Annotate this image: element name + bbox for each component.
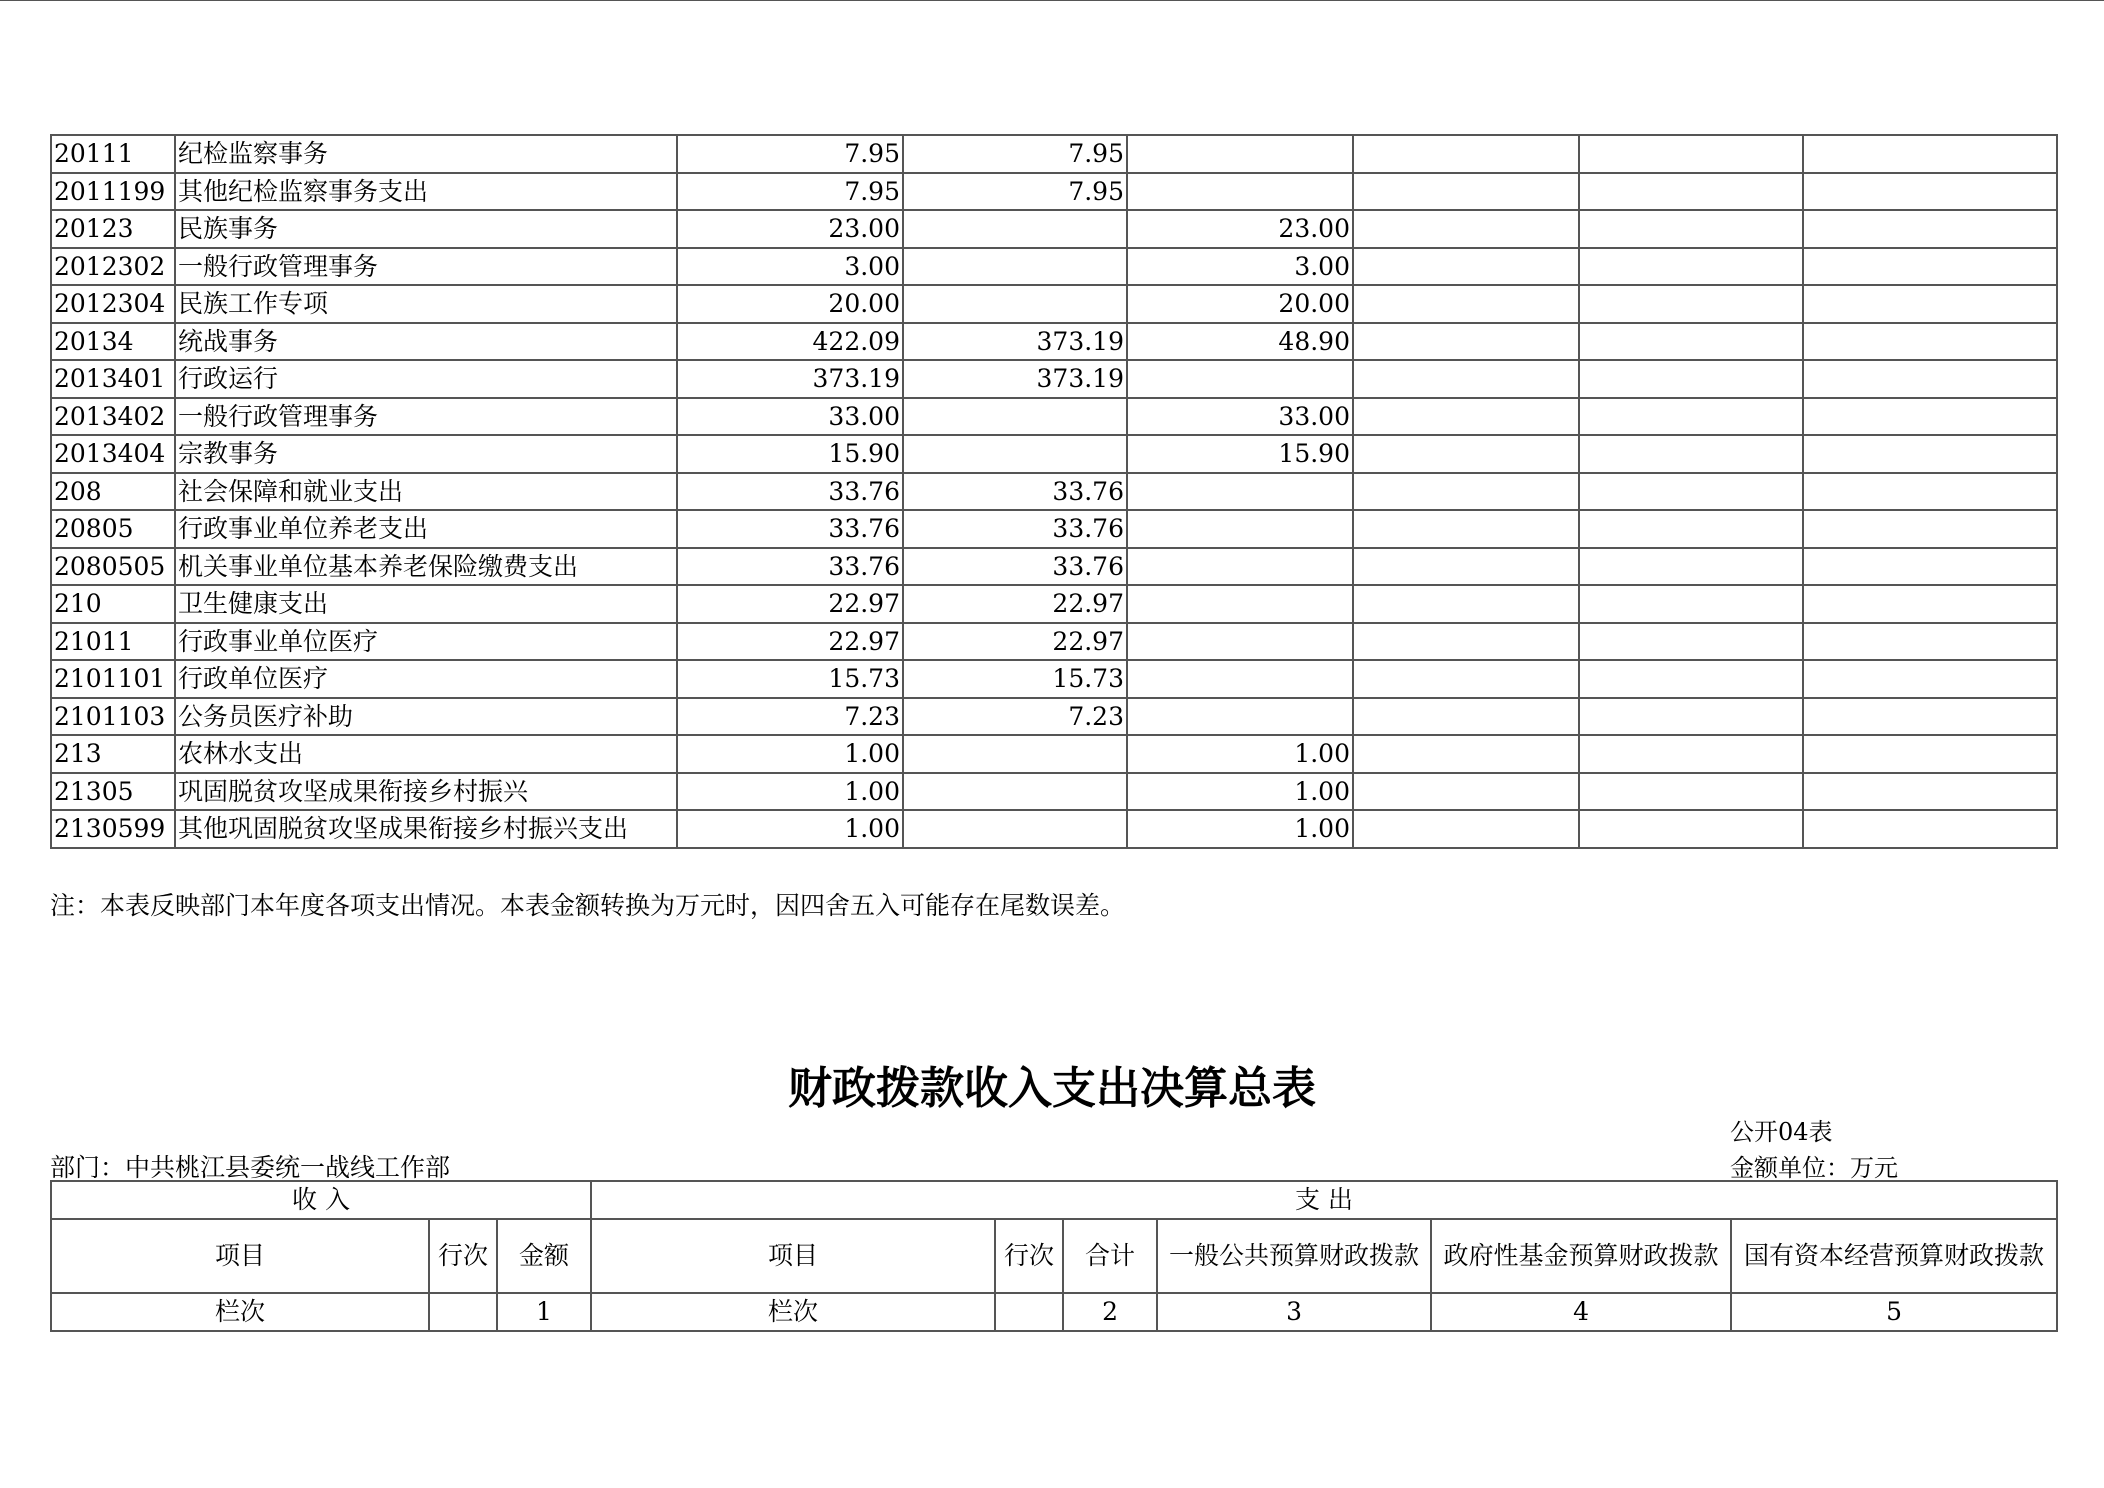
empty-cell: [1579, 435, 1803, 473]
total-amount-cell: 20.00: [677, 285, 903, 323]
empty-cell: [1803, 773, 2057, 811]
state-capital-header: 国有资本经营预算财政拨款: [1731, 1219, 2057, 1293]
basic-expense-cell: [903, 248, 1127, 286]
total-amount-cell: 373.19: [677, 360, 903, 398]
table-row: [51, 435, 2057, 473]
empty-cell: [1803, 360, 2057, 398]
empty-cell: [1579, 810, 1803, 848]
table-row: [51, 660, 2057, 698]
empty-cell: [1579, 585, 1803, 623]
table-row: [51, 248, 2057, 286]
empty-cell: [1353, 548, 1579, 586]
empty-cell: [1353, 473, 1579, 511]
total-amount-cell: 422.09: [677, 323, 903, 361]
project-expense-cell: [1127, 623, 1353, 661]
empty-cell: [1353, 735, 1579, 773]
empty-cell: [1353, 173, 1579, 211]
total-amount-cell: 7.23: [677, 698, 903, 736]
empty-cell: [1803, 135, 2057, 173]
project-expense-cell: [1127, 585, 1353, 623]
empty-cell: [1579, 173, 1803, 211]
project-expense-cell: 23.00: [1127, 210, 1353, 248]
empty-cell: [1579, 323, 1803, 361]
subject-name-cell: 公务员医疗补助: [175, 698, 677, 736]
subject-code-cell: 21011: [51, 623, 175, 661]
table-row: [51, 360, 2057, 398]
project-expense-cell: 15.90: [1127, 435, 1353, 473]
table-row: [51, 210, 2057, 248]
expense-item-header: 项目: [591, 1219, 995, 1293]
summary-table: [50, 1180, 2058, 1332]
empty-cell: [1803, 585, 2057, 623]
empty-cell: [1353, 585, 1579, 623]
empty-cell: [1803, 698, 2057, 736]
table-row: [51, 698, 2057, 736]
total-amount-cell: 33.76: [677, 548, 903, 586]
project-expense-cell: 48.90: [1127, 323, 1353, 361]
empty-cell: [1579, 623, 1803, 661]
expense-column-index-label: 栏次: [591, 1293, 995, 1331]
table-row: [51, 510, 2057, 548]
table-note: 注：本表反映部门本年度各项支出情况。本表金额转换为万元时，因四舍五入可能存在尾数误差。: [50, 891, 1126, 920]
total-amount-cell: 15.73: [677, 660, 903, 698]
empty-cell: [1803, 173, 2057, 211]
income-item-header: 项目: [51, 1219, 429, 1293]
empty-cell: [1353, 435, 1579, 473]
total-amount-cell: 33.00: [677, 398, 903, 436]
project-expense-cell: [1127, 510, 1353, 548]
subject-code-cell: 20111: [51, 135, 175, 173]
page-top-border: [0, 0, 2104, 1]
subject-name-cell: 统战事务: [175, 323, 677, 361]
income-amount-index: 1: [497, 1293, 591, 1331]
empty-cell: [1803, 398, 2057, 436]
basic-expense-cell: 373.19: [903, 323, 1127, 361]
empty-cell: [1353, 510, 1579, 548]
project-expense-cell: [1127, 135, 1353, 173]
empty-cell: [1353, 810, 1579, 848]
basic-expense-cell: [903, 773, 1127, 811]
expense-row-no-index: [995, 1293, 1063, 1331]
subject-code-cell: 2080505: [51, 548, 175, 586]
empty-cell: [1353, 285, 1579, 323]
expenditure-table: [50, 134, 2058, 849]
empty-cell: [1579, 773, 1803, 811]
income-header: 收 入: [51, 1181, 591, 1219]
basic-expense-cell: [903, 285, 1127, 323]
basic-expense-cell: [903, 810, 1127, 848]
page-title: 财政拨款收入支出决算总表: [788, 1063, 1316, 1114]
empty-cell: [1353, 135, 1579, 173]
basic-expense-cell: 33.76: [903, 510, 1127, 548]
basic-expense-cell: 15.73: [903, 660, 1127, 698]
basic-expense-cell: 7.95: [903, 135, 1127, 173]
subject-name-cell: 宗教事务: [175, 435, 677, 473]
unit-label: 金额单位：万元: [1730, 1154, 1898, 1182]
basic-expense-cell: 7.95: [903, 173, 1127, 211]
empty-cell: [1803, 210, 2057, 248]
subject-name-cell: 民族事务: [175, 210, 677, 248]
empty-cell: [1803, 510, 2057, 548]
empty-cell: [1579, 698, 1803, 736]
empty-cell: [1803, 473, 2057, 511]
total-amount-cell: 7.95: [677, 135, 903, 173]
basic-expense-cell: [903, 435, 1127, 473]
basic-expense-cell: 373.19: [903, 360, 1127, 398]
empty-cell: [1579, 473, 1803, 511]
subject-name-cell: 行政事业单位医疗: [175, 623, 677, 661]
subject-code-cell: 2013401: [51, 360, 175, 398]
gov-fund-index: 4: [1431, 1293, 1731, 1331]
empty-cell: [1803, 660, 2057, 698]
empty-cell: [1803, 248, 2057, 286]
basic-expense-cell: 22.97: [903, 585, 1127, 623]
table-row: [51, 623, 2057, 661]
subject-name-cell: 农林水支出: [175, 735, 677, 773]
subject-code-cell: 2013402: [51, 398, 175, 436]
total-amount-cell: 22.97: [677, 623, 903, 661]
empty-cell: [1579, 360, 1803, 398]
project-expense-cell: 33.00: [1127, 398, 1353, 436]
department-label: 部门：中共桃江县委统一战线工作部: [50, 1153, 451, 1182]
form-number: 公开04表: [1730, 1118, 1833, 1146]
project-expense-cell: [1127, 473, 1353, 511]
total-amount-cell: 7.95: [677, 173, 903, 211]
income-row-no-index: [429, 1293, 497, 1331]
empty-cell: [1353, 360, 1579, 398]
project-expense-cell: 1.00: [1127, 735, 1353, 773]
subject-code-cell: 2101103: [51, 698, 175, 736]
subject-name-cell: 行政单位医疗: [175, 660, 677, 698]
subject-name-cell: 机关事业单位基本养老保险缴费支出: [175, 548, 677, 586]
table-row: [51, 585, 2057, 623]
income-row-no-header: 行次: [429, 1219, 497, 1293]
table-row: [51, 773, 2057, 811]
subject-code-cell: 21305: [51, 773, 175, 811]
expense-row-no-header: 行次: [995, 1219, 1063, 1293]
project-expense-cell: 20.00: [1127, 285, 1353, 323]
empty-cell: [1353, 698, 1579, 736]
empty-cell: [1353, 623, 1579, 661]
table-row: [51, 323, 2057, 361]
table-row: [51, 285, 2057, 323]
subject-name-cell: 行政运行: [175, 360, 677, 398]
total-amount-cell: 33.76: [677, 510, 903, 548]
empty-cell: [1803, 735, 2057, 773]
empty-cell: [1353, 773, 1579, 811]
income-column-index-label: 栏次: [51, 1293, 429, 1331]
subject-code-cell: 2101101: [51, 660, 175, 698]
empty-cell: [1579, 285, 1803, 323]
subject-code-cell: 2012304: [51, 285, 175, 323]
empty-cell: [1579, 248, 1803, 286]
subject-code-cell: 213: [51, 735, 175, 773]
basic-expense-cell: 33.76: [903, 548, 1127, 586]
empty-cell: [1353, 248, 1579, 286]
empty-cell: [1579, 660, 1803, 698]
table-row: [51, 135, 2057, 173]
general-budget-header: 一般公共预算财政拨款: [1157, 1219, 1431, 1293]
general-budget-index: 3: [1157, 1293, 1431, 1331]
empty-cell: [1579, 548, 1803, 586]
empty-cell: [1803, 435, 2057, 473]
project-expense-cell: 1.00: [1127, 773, 1353, 811]
subject-name-cell: 其他巩固脱贫攻坚成果衔接乡村振兴支出: [175, 810, 677, 848]
subject-code-cell: 2130599: [51, 810, 175, 848]
project-expense-cell: [1127, 360, 1353, 398]
table-row: [51, 173, 2057, 211]
basic-expense-cell: 22.97: [903, 623, 1127, 661]
project-expense-cell: [1127, 698, 1353, 736]
project-expense-cell: 3.00: [1127, 248, 1353, 286]
subject-code-cell: 2011199: [51, 173, 175, 211]
empty-cell: [1803, 548, 2057, 586]
subject-code-cell: 210: [51, 585, 175, 623]
subject-code-cell: 20123: [51, 210, 175, 248]
basic-expense-cell: 7.23: [903, 698, 1127, 736]
subject-code-cell: 2013404: [51, 435, 175, 473]
empty-cell: [1579, 398, 1803, 436]
subject-name-cell: 一般行政管理事务: [175, 398, 677, 436]
expense-header: 支 出: [591, 1181, 2057, 1219]
table-row: [51, 398, 2057, 436]
basic-expense-cell: [903, 210, 1127, 248]
basic-expense-cell: 33.76: [903, 473, 1127, 511]
project-expense-cell: [1127, 173, 1353, 211]
project-expense-cell: [1127, 660, 1353, 698]
empty-cell: [1803, 623, 2057, 661]
subject-code-cell: 20134: [51, 323, 175, 361]
project-expense-cell: [1127, 548, 1353, 586]
total-amount-cell: 3.00: [677, 248, 903, 286]
total-amount-cell: 1.00: [677, 810, 903, 848]
expense-total-index: 2: [1063, 1293, 1157, 1331]
empty-cell: [1579, 135, 1803, 173]
empty-cell: [1803, 285, 2057, 323]
empty-cell: [1353, 323, 1579, 361]
total-amount-cell: 33.76: [677, 473, 903, 511]
gov-fund-header: 政府性基金预算财政拨款: [1431, 1219, 1731, 1293]
total-amount-cell: 1.00: [677, 735, 903, 773]
subject-name-cell: 社会保障和就业支出: [175, 473, 677, 511]
subject-name-cell: 纪检监察事务: [175, 135, 677, 173]
empty-cell: [1353, 660, 1579, 698]
subject-name-cell: 一般行政管理事务: [175, 248, 677, 286]
income-amount-header: 金额: [497, 1219, 591, 1293]
subject-name-cell: 其他纪检监察事务支出: [175, 173, 677, 211]
empty-cell: [1579, 210, 1803, 248]
subject-code-cell: 2012302: [51, 248, 175, 286]
subject-name-cell: 民族工作专项: [175, 285, 677, 323]
subject-code-cell: 20805: [51, 510, 175, 548]
empty-cell: [1803, 323, 2057, 361]
project-expense-cell: 1.00: [1127, 810, 1353, 848]
total-amount-cell: 15.90: [677, 435, 903, 473]
empty-cell: [1579, 735, 1803, 773]
table-row: [51, 735, 2057, 773]
subject-name-cell: 卫生健康支出: [175, 585, 677, 623]
total-amount-cell: 22.97: [677, 585, 903, 623]
table-row: [51, 473, 2057, 511]
empty-cell: [1353, 398, 1579, 436]
total-amount-cell: 1.00: [677, 773, 903, 811]
table-row: [51, 810, 2057, 848]
subject-name-cell: 巩固脱贫攻坚成果衔接乡村振兴: [175, 773, 677, 811]
subject-name-cell: 行政事业单位养老支出: [175, 510, 677, 548]
empty-cell: [1803, 810, 2057, 848]
table-row: [51, 548, 2057, 586]
subject-code-cell: 208: [51, 473, 175, 511]
empty-cell: [1579, 510, 1803, 548]
empty-cell: [1353, 210, 1579, 248]
state-capital-index: 5: [1731, 1293, 2057, 1331]
basic-expense-cell: [903, 398, 1127, 436]
total-amount-cell: 23.00: [677, 210, 903, 248]
expense-total-header: 合计: [1063, 1219, 1157, 1293]
basic-expense-cell: [903, 735, 1127, 773]
